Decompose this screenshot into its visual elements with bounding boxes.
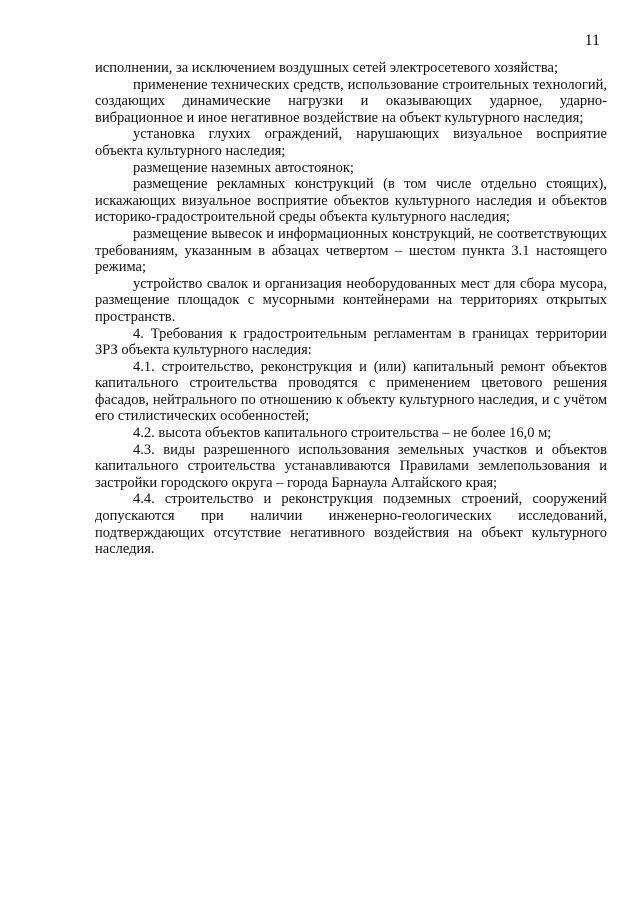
paragraph: размещение наземных автостоянок; bbox=[133, 159, 354, 176]
paragraph: размещение рекламных конструкций (в том числе отдельно стоящих), искажающих визуальное восприятие объектов культурного наследия и объектов историко-градостроительной среды объекта культурного наследия; bbox=[95, 176, 607, 226]
page-number: 11 bbox=[584, 32, 600, 49]
paragraph: 4.3. виды разрешенного использования земельных участков и объектов капитального строительства устанавливаются Правилами землепользования и застройки городского округа – города Барнаула Алтайского края; bbox=[95, 441, 607, 491]
paragraph: размещение вывесок и информационных конструкций, не соответствующих требованиям, указанным в абзацах четвертом – шестом пункта 3.1 настоящего режима; bbox=[95, 225, 607, 276]
paragraph: устройство свалок и организация необорудованных мест для сбора мусора, размещение площадок с мусорными контейнерами на территориях открытых пространств. bbox=[95, 275, 607, 325]
paragraph: 4.4. строительство и реконструкция подземных строений, сооружений допускаются при наличии инженерно-геологических исследований, подтверждающих отсутствие негативного воздействия на объект культурного наследия. bbox=[95, 491, 607, 558]
paragraph: 4.1. строительство, реконструкция и (или) капитальный ремонт объектов капитального строительства проводятся с применением цветового решения фасадов, нейтрального по отношению к объекту культурного наследия, и с учётом его стилистических особенностей; bbox=[95, 358, 607, 425]
paragraph: установка глухих ограждений, нарушающих визуальное восприятие объекта культурного наследия; bbox=[95, 126, 607, 159]
document-body bbox=[95, 60, 607, 558]
section-heading: 4. Требования к градостроительным регламентам в границах территории ЗРЗ объекта культурного наследия: bbox=[95, 325, 607, 359]
paragraph: 4.2. высота объектов капитального строительства – не более 16,0 м; bbox=[133, 425, 552, 442]
paragraph: применение технических средств, использование строительных технологий, создающих динамические нагрузки и оказывающих ударное, ударно-вибрационное и иное негативное воздействие на объект культурного наследия; bbox=[95, 76, 607, 126]
paragraph: исполнении, за исключением воздушных сетей электросетевого хозяйства; bbox=[95, 60, 558, 76]
